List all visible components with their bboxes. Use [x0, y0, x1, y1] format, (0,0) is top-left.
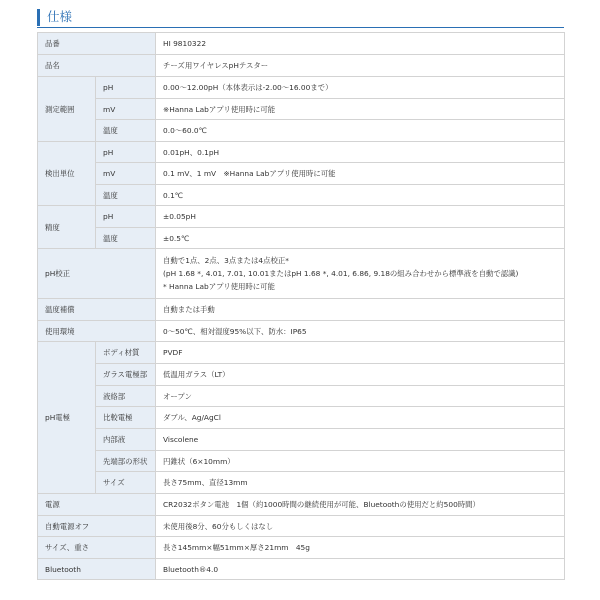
group-label: pH電極 — [38, 342, 96, 494]
table-row — [38, 386, 565, 407]
row-value: 0～50℃、相対湿度95%以下、防水：IP65 — [156, 321, 565, 342]
table-row — [38, 249, 565, 299]
sub-label: 温度 — [96, 185, 156, 206]
table-row — [38, 429, 565, 451]
table-row — [38, 228, 565, 249]
heading-accent-bar — [37, 9, 40, 26]
sub-label: pH — [96, 77, 156, 99]
table-row — [38, 342, 565, 364]
row-label: Bluetooth — [38, 559, 156, 580]
row-value: 未使用後8分、60分もしくはなし — [156, 516, 565, 537]
row-label: pH校正 — [38, 249, 156, 299]
calibration-line: (pH 1.68 *, 4.01, 7.01, 10.01またはpH 1.68 *, 4.01, 6.86, 9.18の組み合わせから標準液を自動で認識) — [163, 269, 519, 278]
row-value: ※Hanna Labアプリ使用時に可能 — [156, 99, 565, 120]
table-row — [38, 364, 565, 386]
row-value: CR2032ボタン電池 1個（約1000時間の継続使用が可能、Bluetoothの使用だと約500時間） — [156, 494, 565, 516]
sub-label: 温度 — [96, 228, 156, 249]
table-row — [38, 206, 565, 228]
sub-label: ボディ材質 — [96, 342, 156, 364]
row-value: ±0.05pH — [156, 206, 565, 228]
table-row — [38, 451, 565, 472]
sub-label: 先端部の形状 — [96, 451, 156, 472]
table-row — [38, 185, 565, 206]
row-value: HI 9810322 — [156, 33, 565, 55]
sub-label: mV — [96, 99, 156, 120]
sub-label: pH — [96, 206, 156, 228]
row-label: サイズ、重さ — [38, 537, 156, 559]
row-value: ±0.5℃ — [156, 228, 565, 249]
table-row — [38, 559, 565, 580]
sub-label: mV — [96, 163, 156, 185]
row-label: 自動電源オフ — [38, 516, 156, 537]
row-value: PVDF — [156, 342, 565, 364]
table-row — [38, 120, 565, 142]
row-value: 0.1℃ — [156, 185, 565, 206]
table-row — [38, 33, 565, 55]
calibration-line: 自動で1点、2点、3点または4点校正* — [163, 256, 289, 265]
sub-label: 温度 — [96, 120, 156, 142]
sub-label: 液絡部 — [96, 386, 156, 407]
row-value: 0.00～12.00pH（本体表示は-2.00～16.00まで） — [156, 77, 565, 99]
row-label: 電源 — [38, 494, 156, 516]
table-row — [38, 407, 565, 429]
row-value: 0.1 mV、1 mV ※Hanna Labアプリ使用時に可能 — [156, 163, 565, 185]
table-row — [38, 516, 565, 537]
table-row — [38, 494, 565, 516]
group-label: 精度 — [38, 206, 96, 249]
row-value: ダブル、Ag/AgCl — [156, 407, 565, 429]
row-value: 低温用ガラス（LT） — [156, 364, 565, 386]
row-label: 品名 — [38, 55, 156, 77]
table-row — [38, 99, 565, 120]
section-title: 仕様 — [47, 9, 73, 24]
sub-label: 比較電極 — [96, 407, 156, 429]
row-value: チーズ用ワイヤレスpHテスター — [156, 55, 565, 77]
table-row — [38, 77, 565, 99]
row-value: 0.01pH、0.1pH — [156, 142, 565, 163]
group-label: 測定範囲 — [38, 77, 96, 142]
section-heading — [37, 7, 564, 28]
row-value: 長さ75mm、直径13mm — [156, 472, 565, 494]
spec-table — [37, 32, 565, 580]
group-label: 検出単位 — [38, 142, 96, 206]
sub-label: pH — [96, 142, 156, 163]
row-value: 自動または手動 — [156, 299, 565, 321]
table-row — [38, 55, 565, 77]
sub-label: ガラス電極部 — [96, 364, 156, 386]
calibration-note: * Hanna Labアプリ使用時に可能 — [163, 282, 275, 291]
table-row — [38, 163, 565, 185]
sub-label: サイズ — [96, 472, 156, 494]
row-value: Bluetooth®4.0 — [156, 559, 565, 580]
row-label: 品番 — [38, 33, 156, 55]
row-value: 0.0～60.0℃ — [156, 120, 565, 142]
row-value: 長さ145mm×幅51mm×厚さ21mm 45g — [156, 537, 565, 559]
table-row — [38, 472, 565, 494]
table-row — [38, 142, 565, 163]
table-row — [38, 299, 565, 321]
table-row — [38, 537, 565, 559]
row-label: 使用環境 — [38, 321, 156, 342]
row-value: オープン — [156, 386, 565, 407]
row-value — [156, 249, 565, 299]
table-row — [38, 321, 565, 342]
row-value: Viscolene — [156, 429, 565, 451]
sub-label: 内部液 — [96, 429, 156, 451]
row-label: 温度補償 — [38, 299, 156, 321]
row-value: 円錐状（6×10mm） — [156, 451, 565, 472]
